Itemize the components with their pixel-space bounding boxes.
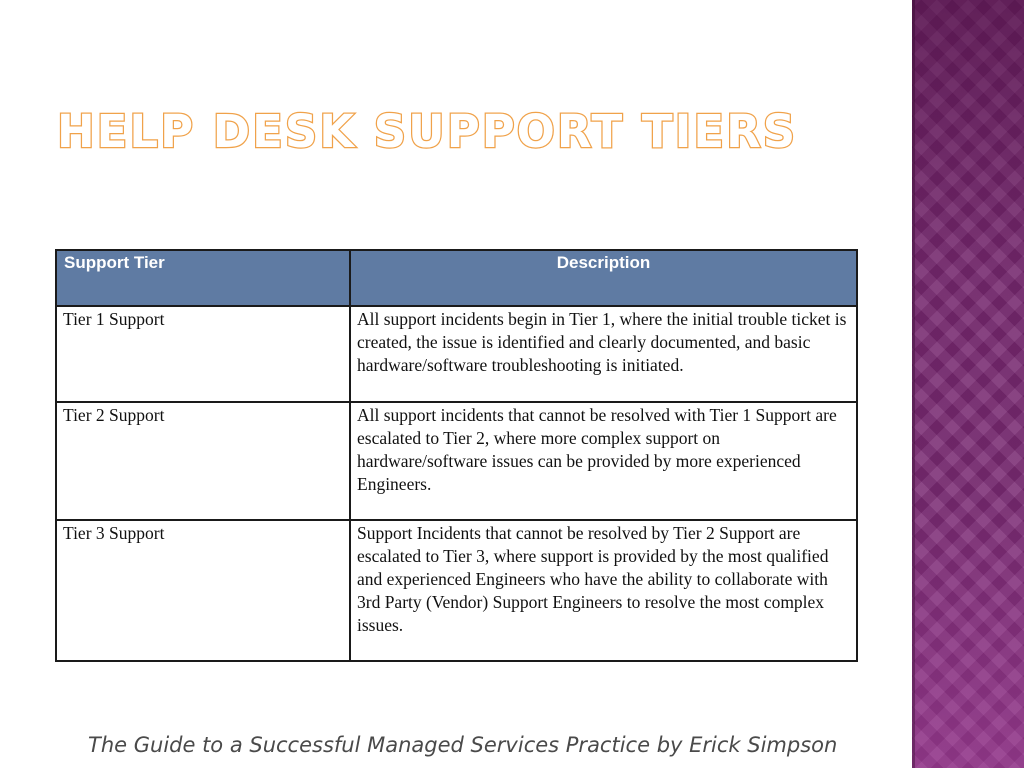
tier-name-cell: Tier 3 Support: [56, 520, 350, 661]
support-tiers-table: [55, 249, 858, 662]
table-row: [56, 306, 857, 402]
tier-description-cell: All support incidents begin in Tier 1, where the initial trouble ticket is created, the issue is identified and clearly documented, and basic hardware/software troubleshooting is initiated.: [350, 306, 857, 402]
tier-description-cell: All support incidents that cannot be resolved with Tier 1 Support are escalated to Tier 2, where more complex support on hardware/software issues can be provided by more experienced Engineers.: [350, 402, 857, 520]
table-row: [56, 402, 857, 520]
slide-title: HELP DESK SUPPORT TIERS: [57, 105, 798, 158]
column-header-description: Description: [350, 250, 857, 306]
decorative-side-band: [912, 0, 1024, 768]
footer-credit: The Guide to a Successful Managed Services Practice by Erick Simpson: [88, 733, 838, 757]
tier-name-cell: Tier 2 Support: [56, 402, 350, 520]
column-header-support-tier: Support Tier: [56, 250, 350, 306]
tier-name-cell: Tier 1 Support: [56, 306, 350, 402]
table-row: [56, 520, 857, 661]
table-header-row: [56, 250, 857, 306]
tier-description-cell: Support Incidents that cannot be resolved by Tier 2 Support are escalated to Tier 3, where support is provided by the most qualified and experienced Engineers who have the ability to collaborate with 3rd Party (Vendor) Support Engineers to resolve the most complex issues.: [350, 520, 857, 661]
